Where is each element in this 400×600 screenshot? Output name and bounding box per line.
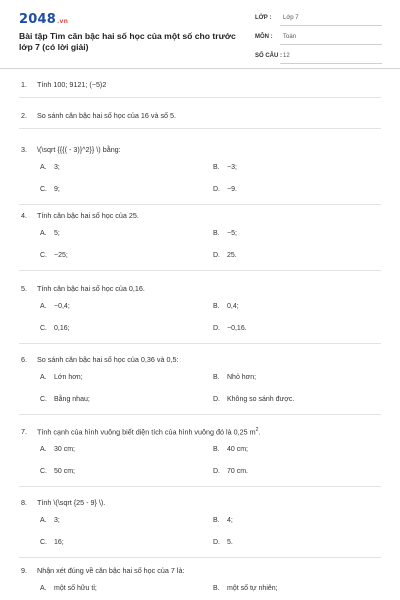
option-text: 0,16;: [54, 325, 70, 332]
option-letter: C.: [40, 186, 47, 193]
option-text: 9;: [54, 186, 60, 193]
answer-option[interactable]: [40, 164, 60, 171]
question-stem: [21, 355, 178, 364]
option-text: −0,4;: [54, 303, 70, 310]
meta-question-count: SỐ CÂU : 12: [250, 55, 382, 74]
option-text: 50 cm;: [54, 468, 76, 475]
option-letter: B.: [213, 374, 220, 381]
option-text: Nhỏ hơn;: [227, 374, 257, 381]
worksheet-header: [0, 0, 400, 66]
option-text: 25.: [227, 252, 237, 259]
answer-option[interactable]: [213, 325, 247, 332]
answer-option[interactable]: [40, 374, 83, 381]
option-letter: A.: [40, 303, 47, 310]
answer-option[interactable]: [213, 186, 237, 193]
answer-option[interactable]: [213, 539, 233, 546]
option-letter: D.: [213, 252, 220, 259]
question-text: Tính cạnh của hình vuông biết diện tích của hình vuông đó là 0,25 m: [37, 427, 256, 437]
option-text: 3;: [54, 517, 60, 524]
question-stem: [21, 566, 184, 575]
question-stem: [21, 427, 260, 436]
option-text: một số tự nhiên;: [227, 585, 278, 592]
answer-option[interactable]: [40, 325, 70, 332]
answer-option[interactable]: [213, 585, 278, 592]
meta-grade: LỚP : Lớp 7: [250, 17, 382, 36]
answer-option[interactable]: [213, 468, 248, 475]
question-divider: [19, 414, 381, 415]
answer-option[interactable]: [40, 517, 60, 524]
question-stem: [21, 284, 145, 293]
option-text: 5.: [227, 539, 233, 546]
header-divider: [0, 68, 400, 69]
answer-option[interactable]: [40, 186, 60, 193]
answer-option[interactable]: [213, 374, 256, 381]
option-letter: A.: [40, 164, 47, 171]
question-stem: [21, 211, 139, 220]
question-divider: [19, 557, 381, 558]
option-letter: C.: [40, 468, 47, 475]
option-letter: B.: [213, 164, 220, 171]
question-text: So sánh căn bậc hai số học của 0,36 và 0,5:: [37, 355, 179, 364]
question-text: Tính 100; 9121; (−5)2: [37, 80, 107, 89]
option-text: Bằng nhau;: [54, 396, 90, 403]
option-text: 3;: [54, 164, 60, 171]
question-number: 2.: [21, 111, 27, 120]
answer-option[interactable]: [40, 303, 70, 310]
question-divider: [19, 128, 381, 129]
question-divider: [19, 270, 381, 271]
question-divider: [19, 204, 381, 205]
option-letter: A.: [40, 585, 47, 592]
question-stem: [21, 80, 106, 89]
question-number: 5.: [21, 284, 27, 293]
option-text: −5;: [227, 230, 237, 237]
option-letter: B.: [213, 585, 220, 592]
option-text: 4;: [227, 517, 233, 524]
question-stem: [21, 111, 176, 120]
answer-option[interactable]: [40, 230, 60, 237]
question-text: Tính \(\sqrt {25 - 9} \).: [37, 498, 106, 507]
superscript: 2: [255, 427, 259, 433]
question-number: 3.: [21, 145, 27, 154]
option-text: một số hữu tỉ;: [54, 585, 97, 592]
option-letter: A.: [40, 517, 47, 524]
option-text: 70 cm.: [227, 468, 249, 475]
option-letter: B.: [213, 303, 220, 310]
option-letter: D.: [213, 468, 220, 475]
question-text-end: .: [258, 427, 261, 437]
answer-option[interactable]: [40, 252, 68, 259]
answer-option[interactable]: [40, 446, 75, 453]
site-logo[interactable]: 2048.vn: [19, 12, 69, 27]
question-text: Tính căn bậc hai số học của 0,16.: [37, 284, 145, 293]
answer-option[interactable]: [213, 164, 237, 171]
option-text: 40 cm;: [227, 446, 249, 453]
question-text: \(\sqrt {{{( - 3)}^2}} \) bằng:: [37, 145, 121, 154]
question-text: Tính căn bậc hai số học của 25.: [37, 211, 139, 220]
answer-option[interactable]: [40, 396, 90, 403]
option-text: 0,4;: [227, 303, 239, 310]
option-text: 5;: [54, 230, 60, 237]
answer-option[interactable]: [40, 585, 97, 592]
option-letter: B.: [213, 230, 220, 237]
option-text: −9.: [227, 186, 237, 193]
option-text: −3;: [227, 164, 237, 171]
answer-option[interactable]: [40, 539, 64, 546]
question-divider: [19, 486, 381, 487]
answer-option[interactable]: [213, 252, 237, 259]
option-letter: D.: [213, 396, 220, 403]
option-letter: C.: [40, 539, 47, 546]
question-number: 7.: [21, 427, 27, 437]
question-text: So sánh căn bậc hai số học của 16 và số 5.: [37, 111, 177, 120]
option-text: 16;: [54, 539, 64, 546]
worksheet-meta: [250, 17, 382, 74]
option-letter: B.: [213, 446, 220, 453]
option-letter: C.: [40, 396, 47, 403]
answer-option[interactable]: [40, 468, 75, 475]
option-text: −0,16.: [227, 325, 247, 332]
question-number: 1.: [21, 80, 27, 89]
question-text: Nhận xét đúng về căn bậc hai số học của 7 là:: [37, 566, 185, 575]
question-stem: [21, 145, 121, 154]
question-divider: [19, 97, 381, 98]
question-stem: [21, 498, 105, 507]
option-text: Lớn hơn;: [54, 374, 83, 381]
question-number: 6.: [21, 355, 27, 364]
option-letter: D.: [213, 186, 220, 193]
option-text: 30 cm;: [54, 446, 76, 453]
answer-option[interactable]: [213, 303, 239, 310]
answer-option[interactable]: [213, 517, 233, 524]
option-letter: D.: [213, 539, 220, 546]
question-number: 9.: [21, 566, 27, 575]
question-divider: [19, 343, 381, 344]
option-text: Không so sánh được.: [227, 396, 295, 403]
option-letter: A.: [40, 230, 47, 237]
option-letter: D.: [213, 325, 220, 332]
option-letter: A.: [40, 374, 47, 381]
option-letter: B.: [213, 517, 220, 524]
answer-option[interactable]: [213, 230, 237, 237]
option-letter: A.: [40, 446, 47, 453]
question-number: 8.: [21, 498, 27, 507]
question-number: 4.: [21, 211, 27, 220]
worksheet-title: Bài tập Tìm căn bậc hai số học của một số cho trước lớp 7 (có lời giải): [19, 31, 236, 52]
meta-subject: MÔN : Toán: [250, 36, 382, 55]
answer-option[interactable]: [213, 446, 248, 453]
option-letter: C.: [40, 252, 47, 259]
option-text: −25;: [54, 252, 68, 259]
option-letter: C.: [40, 325, 47, 332]
answer-option[interactable]: [213, 396, 294, 403]
